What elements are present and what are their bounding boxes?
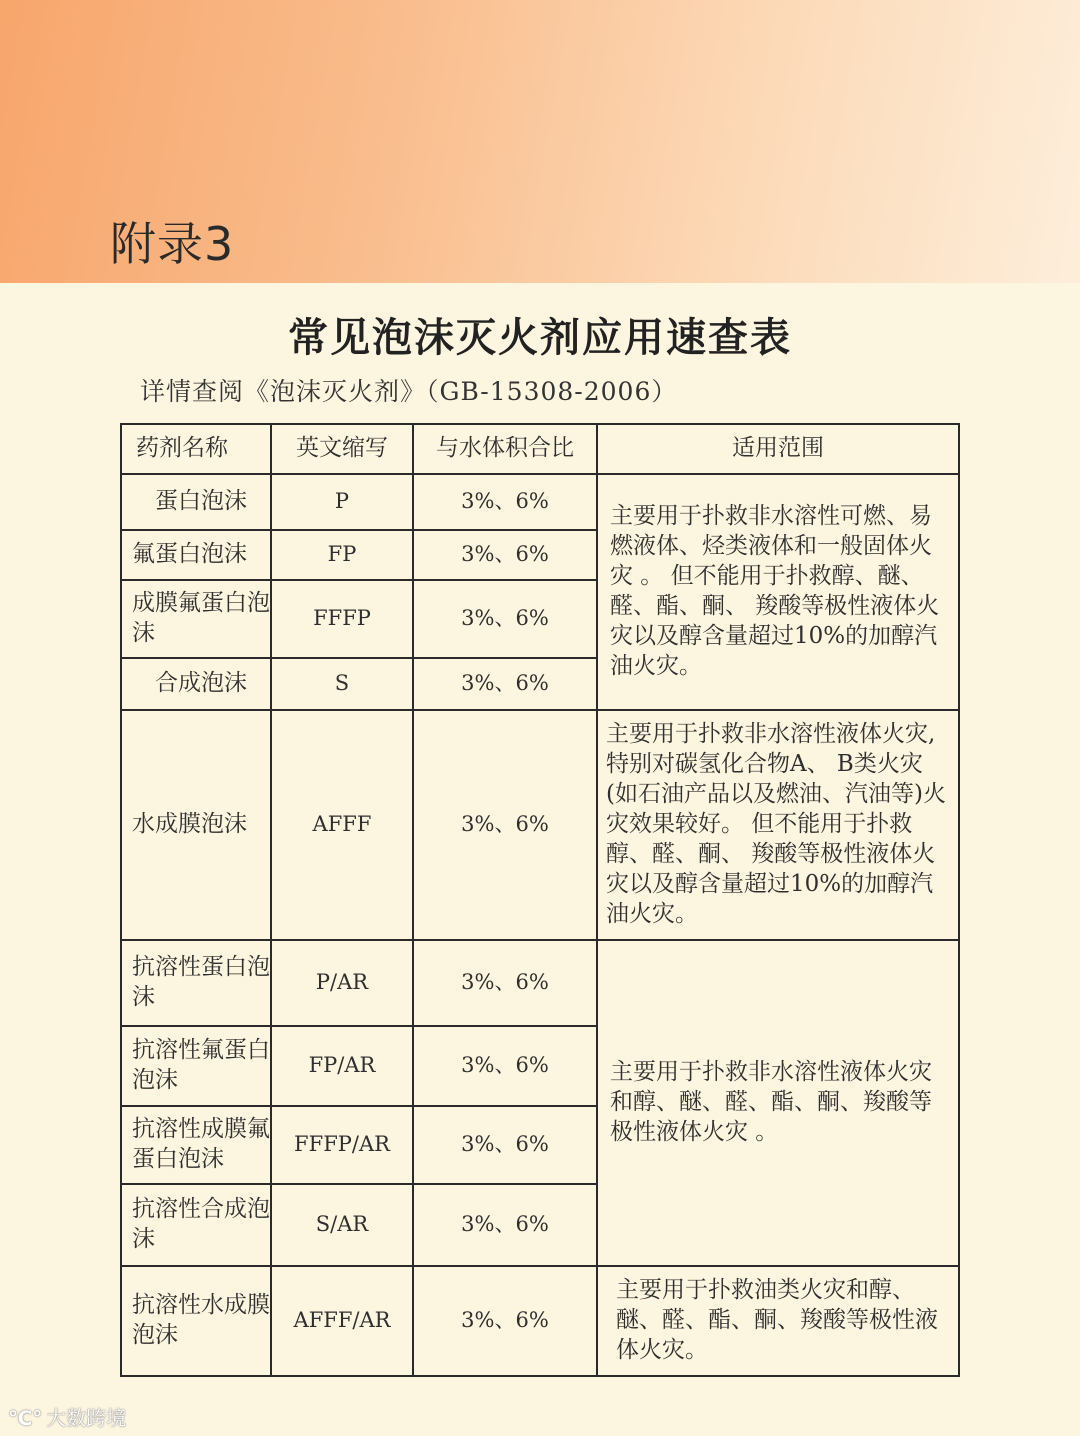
- agent-scope: 主要用于扑救非水溶性液体火灾和醇、醚、醛、酯、酮、羧酸等极性液体火灾 。: [597, 940, 959, 1266]
- agent-ratio: 3%、6%: [413, 580, 597, 658]
- agent-scope: 主要用于扑救非水溶性液体火灾,特别对碳氢化合物A、 B类火灾(如石油产品以及燃油、汽油等)火灾效果较好。 但不能用于扑救醇、醛、酮、 羧酸等极性液体火灾以及醇含量超过10%的加醇汽油火灾。: [597, 710, 959, 940]
- agent-ratio: 3%、6%: [413, 710, 597, 940]
- agent-name: 抗溶性水成膜泡沫: [121, 1266, 271, 1376]
- foam-agent-table: [120, 423, 960, 1377]
- agent-ratio: 3%、6%: [413, 474, 597, 530]
- agent-name: 蛋白泡沫: [121, 474, 271, 530]
- agent-scope: 主要用于扑救非水溶性可燃、易燃液体、烃类液体和一般固体火灾 。 但不能用于扑救醇、醚、醛、酯、酮、 羧酸等极性液体火灾以及醇含量超过10%的加醇汽油火灾。: [597, 474, 959, 710]
- agent-ratio: 3%、6%: [413, 1266, 597, 1376]
- table-header-row: [121, 424, 959, 474]
- agent-ratio: 3%、6%: [413, 940, 597, 1026]
- agent-abbr: S/AR: [271, 1184, 413, 1266]
- agent-abbr: AFFF: [271, 710, 413, 940]
- watermark: [8, 1402, 126, 1431]
- header-agent-name: 药剂名称: [121, 424, 271, 474]
- agent-name: 抗溶性成膜氟蛋白泡沫: [121, 1106, 271, 1184]
- table-row: [121, 710, 959, 940]
- header-abbreviation: 英文缩写: [271, 424, 413, 474]
- agent-abbr: FFFP: [271, 580, 413, 658]
- agent-name: 抗溶性氟蛋白泡沫: [121, 1026, 271, 1106]
- table-row: [121, 940, 959, 1026]
- agent-abbr: P/AR: [271, 940, 413, 1026]
- header-mix-ratio: 与水体积合比: [413, 424, 597, 474]
- agent-ratio: 3%、6%: [413, 658, 597, 710]
- reference-subtitle: 详情查阅《泡沫灭火剂》（GB-15308-2006）: [140, 377, 678, 406]
- agent-abbr: FFFP/AR: [271, 1106, 413, 1184]
- agent-ratio: 3%、6%: [413, 1026, 597, 1106]
- agent-name: 抗溶性合成泡沫: [121, 1184, 271, 1266]
- agent-ratio: 3%、6%: [413, 530, 597, 580]
- agent-abbr: S: [271, 658, 413, 710]
- agent-name: 抗溶性蛋白泡沫: [121, 940, 271, 1026]
- agent-ratio: 3%、6%: [413, 1184, 597, 1266]
- header-scope: 适用范围: [597, 424, 959, 474]
- agent-name: 氟蛋白泡沫: [121, 530, 271, 580]
- appendix-title: 附录3: [110, 217, 235, 271]
- page-title: 常见泡沫灭火剂应用速查表: [288, 315, 792, 361]
- watermark-logo-icon: ℃°: [8, 1406, 43, 1430]
- agent-abbr: FP/AR: [271, 1026, 413, 1106]
- agent-abbr: P: [271, 474, 413, 530]
- agent-ratio: 3%、6%: [413, 1106, 597, 1184]
- agent-name: 水成膜泡沫: [121, 710, 271, 940]
- table-row: [121, 474, 959, 530]
- agent-name: 合成泡沫: [121, 658, 271, 710]
- table-row: [121, 1266, 959, 1376]
- agent-abbr: AFFF/AR: [271, 1266, 413, 1376]
- agent-abbr: FP: [271, 530, 413, 580]
- watermark-text: 大数跨境: [46, 1406, 127, 1430]
- agent-name: 成膜氟蛋白泡沫: [121, 580, 271, 658]
- agent-scope: 主要用于扑救油类火灾和醇、醚、醛、酯、酮、羧酸等极性液体火灾。: [597, 1266, 959, 1376]
